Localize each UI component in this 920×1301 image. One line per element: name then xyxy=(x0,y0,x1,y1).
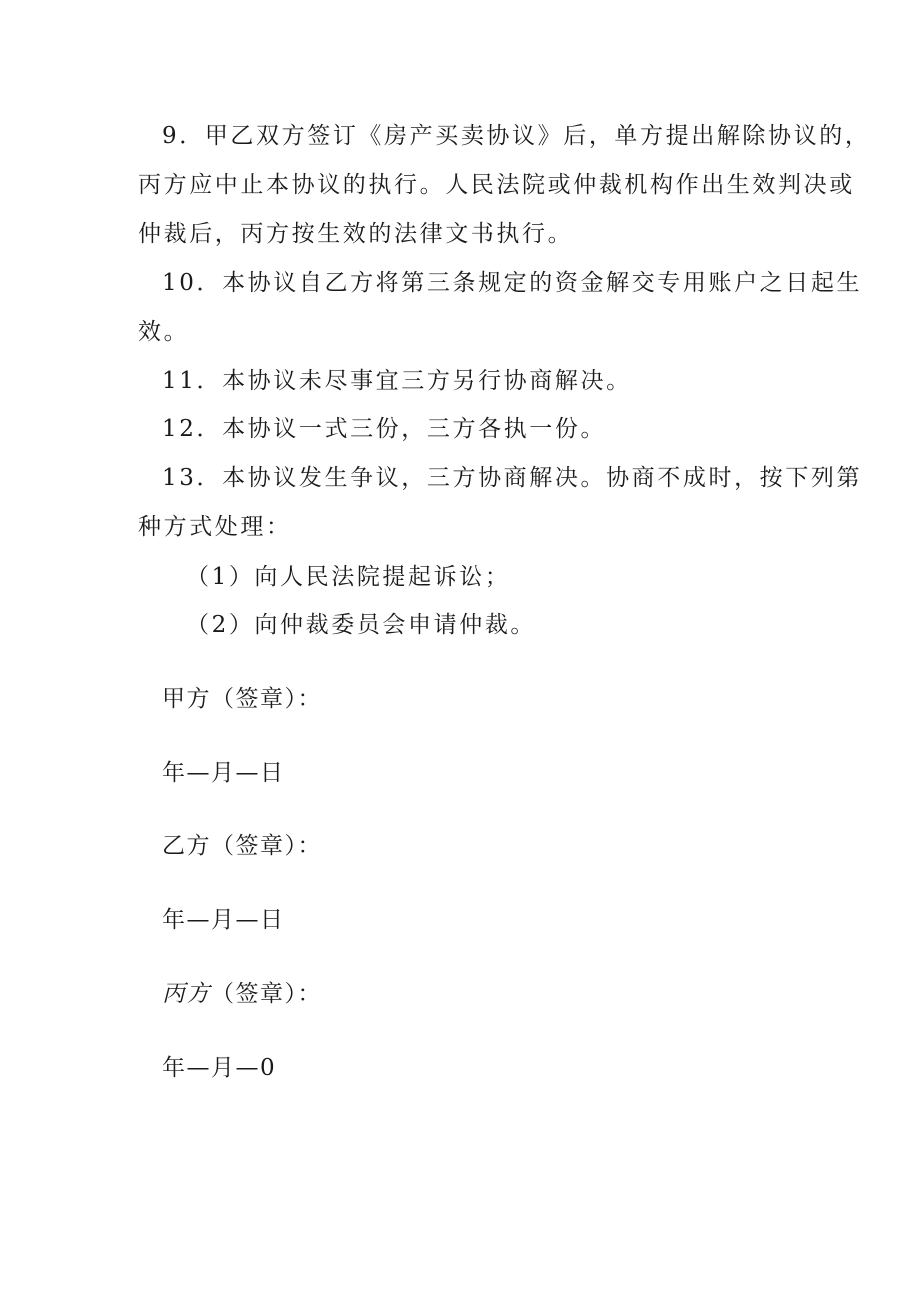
clause-13-line-2: 种方式处理： xyxy=(138,514,292,540)
party-a-signature-label: 甲方（签章）： xyxy=(162,686,322,712)
clause-9-line-3: 仲裁后，丙方按生效的法律文书执行。 xyxy=(138,221,574,247)
clause-13-line-1: 13．本协议发生争议，三方协商解决。协商不成时，按下列第 xyxy=(162,465,863,491)
party-b-date: 年—月—日 xyxy=(162,907,285,933)
party-c-signature-label xyxy=(162,979,322,1009)
party-a-date: 年—月—日 xyxy=(162,760,285,786)
option-litigation: （1）向人民法院提起诉讼； xyxy=(186,564,511,590)
clause-10-line-2: 效。 xyxy=(138,319,190,345)
clause-12-line-1: 12．本协议一式三份，三方各执一份。 xyxy=(162,416,607,442)
party-b-signature-label: 乙方（签章）： xyxy=(162,833,322,859)
clause-9-line-2: 丙方应中止本协议的执行。人民法院或仲裁机构作出生效判决或 xyxy=(138,172,855,198)
option-arbitration: （2）向仲裁委员会申请仲裁。 xyxy=(186,612,537,638)
party-c-signature-suffix: （签章）： xyxy=(211,981,322,1007)
clause-9-line-1: 9．甲乙双方签订《房产买卖协议》后，单方提出解除协议的， xyxy=(162,123,871,149)
party-c-date: 年—月—0 xyxy=(162,1055,277,1081)
clause-11-line-1: 11．本协议未尽事宜三方另行协商解决。 xyxy=(162,368,632,394)
clause-10-line-1: 10．本协议自乙方将第三条规定的资金解交专用账户之日起生 xyxy=(162,270,863,296)
party-c-name: 丙方 xyxy=(162,981,211,1007)
